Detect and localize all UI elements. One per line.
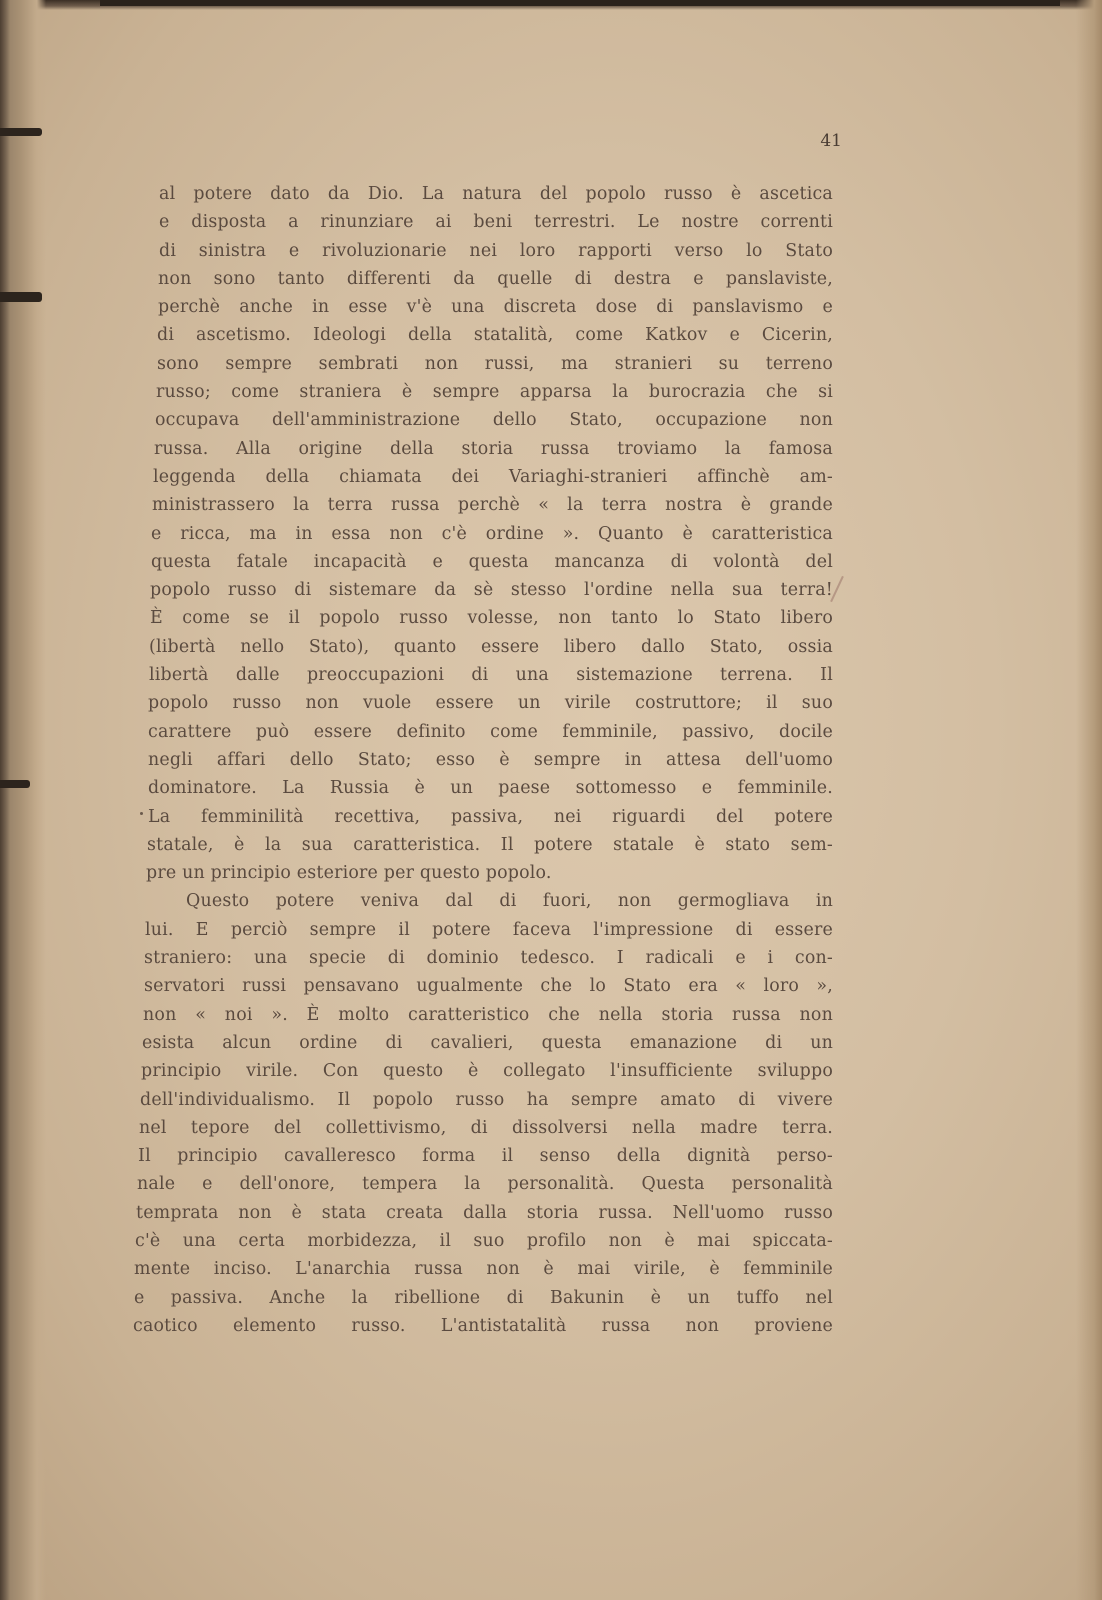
text-line: statale, è la sua caratteristica. Il potere statale è stato sem- bbox=[147, 834, 833, 855]
text-line: ministrassero la terra russa perchè « la terra nostra è grande bbox=[152, 495, 833, 516]
text-line: e ricca, ma in essa non c'è ordine ». Quanto è caratteristica bbox=[151, 523, 833, 544]
text-line: al potere dato da Dio. La natura del popolo russo è ascetica bbox=[159, 184, 833, 204]
text-line: di sinistra e rivoluzionarie nei loro rapporti verso lo Stato bbox=[159, 240, 833, 261]
text-line: di ascetismo. Ideologi della statalità, come Katkov e Cicerin, bbox=[157, 325, 833, 346]
binding-strip bbox=[100, 0, 1060, 6]
right-page-edge bbox=[1076, 0, 1102, 1600]
text-line: russa. Alla origine della storia russa troviamo la famosa bbox=[154, 438, 833, 459]
text-line: c'è una certa morbidezza, il suo profilo non è mai spiccata- bbox=[135, 1230, 833, 1251]
text-line: popolo russo non vuole essere un virile costruttore; il suo bbox=[148, 693, 833, 714]
margin-dot bbox=[140, 812, 143, 815]
text-line: principio virile. Con questo è collegato l'insufficiente sviluppo bbox=[141, 1061, 833, 1082]
text-line: Questo potere veniva dal di fuori, non germogliava in bbox=[186, 891, 833, 912]
text-line: e disposta a rinunziare ai beni terrestri. Le nostre correnti bbox=[159, 212, 833, 233]
binding-mark bbox=[0, 780, 30, 788]
gutter-shadow bbox=[0, 0, 10, 1600]
text-line: non « noi ». È molto caratteristico che nella storia russa non bbox=[143, 1004, 833, 1025]
text-line: dominatore. La Russia è un paese sottomesso e femminile. bbox=[148, 778, 833, 799]
text-line: questa fatale incapacità e questa mancanza di volontà del bbox=[151, 551, 833, 572]
text-line: popolo russo di sistemare da sè stesso l'ordine nella sua terra! bbox=[150, 580, 833, 601]
text-line: perchè anche in esse v'è una discreta dose di panslavismo e bbox=[158, 297, 833, 318]
text-line: mente inciso. L'anarchia russa non è mai virile, è femminile bbox=[134, 1259, 833, 1280]
body-text bbox=[133, 180, 833, 1340]
text-line: leggenda della chiamata dei Variaghi-stranieri affinchè am- bbox=[153, 466, 833, 487]
text-line: La femminilità recettiva, passiva, nei riguardi del potere bbox=[148, 806, 833, 827]
text-line: temprata non è stata creata dalla storia russa. Nell'uomo russo bbox=[136, 1202, 833, 1223]
text-line: esista alcun ordine di cavalieri, questa emanazione di un bbox=[142, 1032, 833, 1053]
text-line: È come se il popolo russo volesse, non tanto lo Stato libero bbox=[150, 608, 833, 629]
text-line: sono sempre sembrati non russi, ma stranieri su terreno bbox=[157, 353, 833, 374]
text-line: non sono tanto differenti da quelle di destra e panslaviste, bbox=[158, 268, 833, 289]
text-line: Il principio cavalleresco forma il senso della dignità perso- bbox=[138, 1146, 833, 1167]
binding-mark bbox=[0, 128, 42, 136]
text-line: dell'individualismo. Il popolo russo ha sempre amato di vivere bbox=[140, 1089, 833, 1110]
text-line: pre un principio esteriore per questo popolo. bbox=[146, 863, 552, 884]
page-number: 41 bbox=[820, 131, 842, 151]
text-line: lui. E perciò sempre il potere faceva l'impressione di essere bbox=[145, 919, 833, 940]
text-line: e passiva. Anche la ribellione di Bakunin è un tuffo nel bbox=[134, 1287, 833, 1308]
text-line: nale e dell'onore, tempera la personalità. Questa personalità bbox=[137, 1174, 833, 1195]
text-line: servatori russi pensavano ugualmente che lo Stato era « loro », bbox=[144, 976, 833, 997]
text-line: caotico elemento russo. L'antistatalità russa non proviene bbox=[133, 1315, 833, 1336]
text-line: (libertà nello Stato), quanto essere libero dallo Stato, ossia bbox=[149, 636, 833, 657]
text-line: libertà dalle preoccupazioni di una sistemazione terrena. Il bbox=[149, 665, 833, 686]
text-line: nel tepore del collettivismo, di dissolversi nella madre terra. bbox=[139, 1117, 833, 1138]
binding-mark bbox=[0, 292, 42, 302]
text-line: negli affari dello Stato; esso è sempre in attesa dell'uomo bbox=[148, 749, 833, 770]
text-line: straniero: una specie di dominio tedesco. I radicali e i con- bbox=[144, 948, 833, 969]
text-line: carattere può essere definito come femminile, passivo, docile bbox=[148, 721, 833, 742]
text-line: occupava dell'amministrazione dello Stato, occupazione non bbox=[155, 410, 833, 431]
text-line: russo; come straniera è sempre apparsa la burocrazia che si bbox=[156, 382, 833, 403]
